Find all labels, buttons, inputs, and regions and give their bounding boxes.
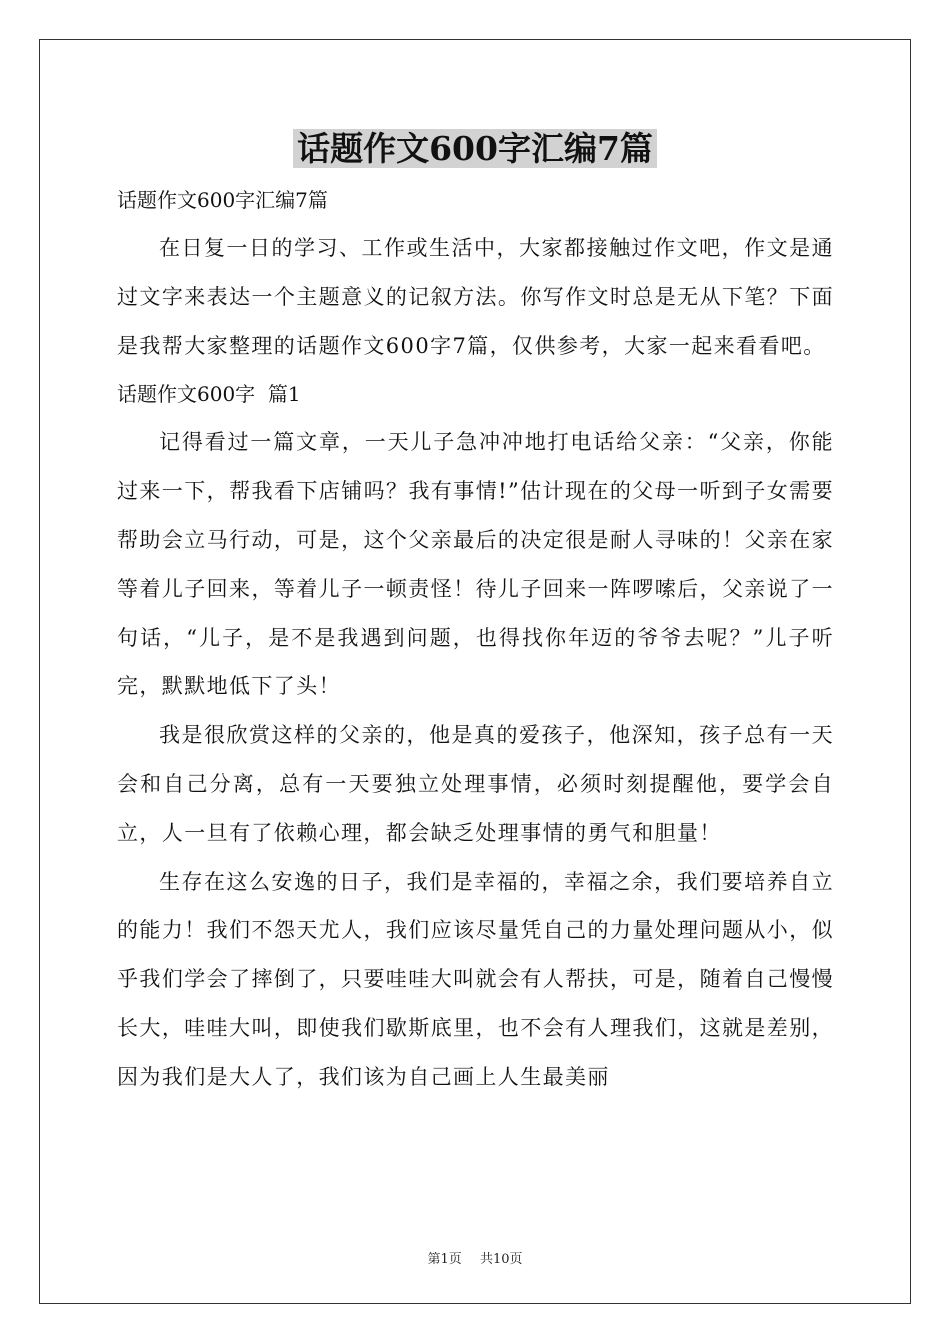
body-paragraph: 我是很欣赏这样的父亲的，他是真的爱孩子，他深知，孩子总有一天会和自己分离，总有一天要独立处理事情，必须时刻提醒他，要学会自立，人一旦有了依赖心理，都会缺乏处理事情的勇气和胆量！ (117, 723, 834, 845)
document-body (117, 176, 834, 1102)
document-title (0, 125, 950, 173)
total-pages: 共10页 (479, 1252, 523, 1267)
intro-paragraph: 在日复一日的学习、工作或生活中，大家都接触过作文吧，作文是通过文字来表达一个主题意义的记叙方法。你写作文时总是无从下笔？下面是我帮大家整理的话题作文600字7篇，仅供参考，大家一起来看看吧。 (117, 236, 834, 358)
document-title-text: 话题作文600字汇编7篇 (293, 129, 657, 168)
page-footer (0, 1248, 950, 1267)
section-heading: 话题作文600字 篇1 (117, 382, 301, 407)
document-subtitle: 话题作文600字汇编7篇 (117, 188, 328, 212)
page-number: 第1页 (427, 1252, 462, 1267)
body-paragraph: 记得看过一篇文章，一天儿子急冲冲地打电话给父亲：“父亲，你能过来一下，帮我看下店铺吗？我有事情!”估计现在的父母一听到子女需要帮助会立马行动，可是，这个父亲最后的决定很是耐人寻味的！父亲在家等着儿子回来，等着儿子一顿责怪！待儿子回来一阵啰嗦后，父亲说了一句话，“儿子，是不是我遇到问题，也得找你年迈的爷爷去呢？”儿子听完，默默地低下了头！ (117, 430, 834, 699)
body-paragraph: 生存在这么安逸的日子，我们是幸福的，幸福之余，我们要培养自立的能力！我们不怨天尤人，我们应该尽量凭自己的力量处理问题从小，似乎我们学会了摔倒了，只要哇哇大叫就会有人帮扶，可是，随着自己慢慢长大，哇哇大叫，即使我们歇斯底里，也不会有人理我们，这就是差别，因为我们是大人了，我们该为自己画上人生最美丽 (117, 869, 834, 1089)
